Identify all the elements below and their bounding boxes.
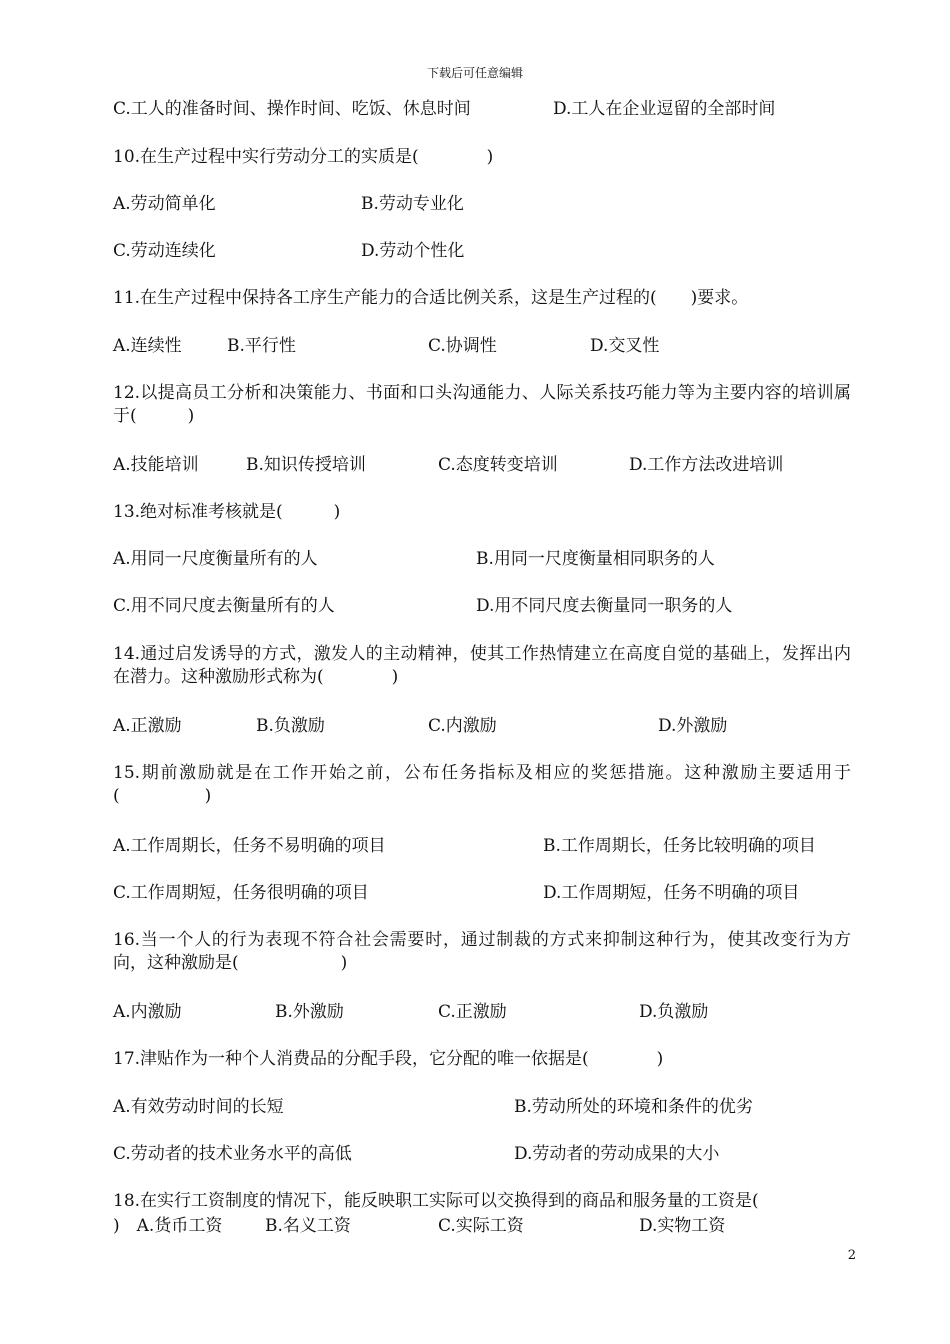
option-c: C.态度转变培训 <box>438 455 558 475</box>
option-c: C.正激励 <box>438 1002 507 1022</box>
question-13: 13.绝对标准考核就是( ) <box>113 502 341 522</box>
option-d: D.工人在企业逗留的全部时间 <box>553 99 776 119</box>
option-d: D.劳动者的劳动成果的大小 <box>514 1144 720 1164</box>
option-a: A.内激励 <box>113 1002 182 1022</box>
option-d: D.负激励 <box>639 1002 709 1022</box>
option-d: D.用不同尺度去衡量同一职务的人 <box>476 596 733 616</box>
option-a: A.有效劳动时间的长短 <box>113 1097 284 1117</box>
option-b: B.平行性 <box>227 336 296 356</box>
question-12: 12.以提高员工分析和决策能力、书面和口头沟通能力、人际关系技巧能力等为主要内容的培训属于( ) <box>113 383 851 426</box>
page-header: 下载后可任意编辑 <box>426 66 523 80</box>
option-b: B.名义工资 <box>265 1216 351 1236</box>
option-c: C.用不同尺度去衡量所有的人 <box>113 596 335 616</box>
option-c: C.劳动者的技术业务水平的高低 <box>113 1144 352 1164</box>
option-b: B.用同一尺度衡量相同职务的人 <box>476 549 715 569</box>
option-b: B.负激励 <box>256 716 325 736</box>
option-a: A.工作周期长，任务不易明确的项目 <box>113 836 386 856</box>
option-d: D.工作方法改进培训 <box>629 455 784 475</box>
option-c: C.劳动连续化 <box>113 241 216 261</box>
option-d: D.外激励 <box>658 716 728 736</box>
option-a: A.用同一尺度衡量所有的人 <box>113 549 318 569</box>
question-14: 14.通过启发诱导的方式，激发人的主动精神，使其工作热情建立在高度自觉的基础上，发挥出内在潜力。这种激励形式称为( ) <box>113 644 851 687</box>
option-c: C.协调性 <box>428 336 497 356</box>
option-b: B.知识传授培训 <box>246 455 366 475</box>
option-b: B.劳动所处的环境和条件的优劣 <box>514 1097 753 1117</box>
option-d: D.劳动个性化 <box>361 241 465 261</box>
question-16: 16.当一个人的行为表现不符合社会需要时，通过制裁的方式来抑制这种行为，使其改变行为方向，这种激励是( ) <box>113 930 851 973</box>
option-a: A.连续性 <box>113 336 182 356</box>
question-11: 11.在生产过程中保持各工序生产能力的合适比例关系，这是生产过程的( )要求。 <box>113 288 749 308</box>
option-a: A.劳动简单化 <box>113 194 216 214</box>
question-18: 18.在实行工资制度的情况下，能反映职工实际可以交换得到的商品和服务量的工资是( <box>113 1191 759 1211</box>
question-17: 17.津贴作为一种个人消费品的分配手段，它分配的唯一依据是( ) <box>113 1049 664 1069</box>
option-c: C.工作周期短，任务很明确的项目 <box>113 883 369 903</box>
option-d: D.实物工资 <box>639 1216 726 1236</box>
option-b: B.劳动专业化 <box>361 194 464 214</box>
option-b: B.工作周期长，任务比较明确的项目 <box>543 836 816 856</box>
question-15: 15.期前激励就是在工作开始之前，公布任务指标及相应的奖惩措施。这种激励主要适用于( ) <box>113 763 851 806</box>
option-c: C.工人的准备时间、操作时间、吃饭、休息时间 <box>113 99 471 119</box>
page-number: 2 <box>847 1248 856 1263</box>
option-c: C.内激励 <box>428 716 497 736</box>
option-d: D.工作周期短，任务不明确的项目 <box>543 883 800 903</box>
option-a: A.正激励 <box>113 716 182 736</box>
option-c: C.实际工资 <box>438 1216 524 1236</box>
option-a: A.技能培训 <box>113 455 199 475</box>
option-d: D.交叉性 <box>590 336 660 356</box>
option-a: ) A.货币工资 <box>113 1216 223 1236</box>
question-10: 10.在生产过程中实行劳动分工的实质是( ) <box>113 147 494 167</box>
option-b: B.外激励 <box>275 1002 344 1022</box>
